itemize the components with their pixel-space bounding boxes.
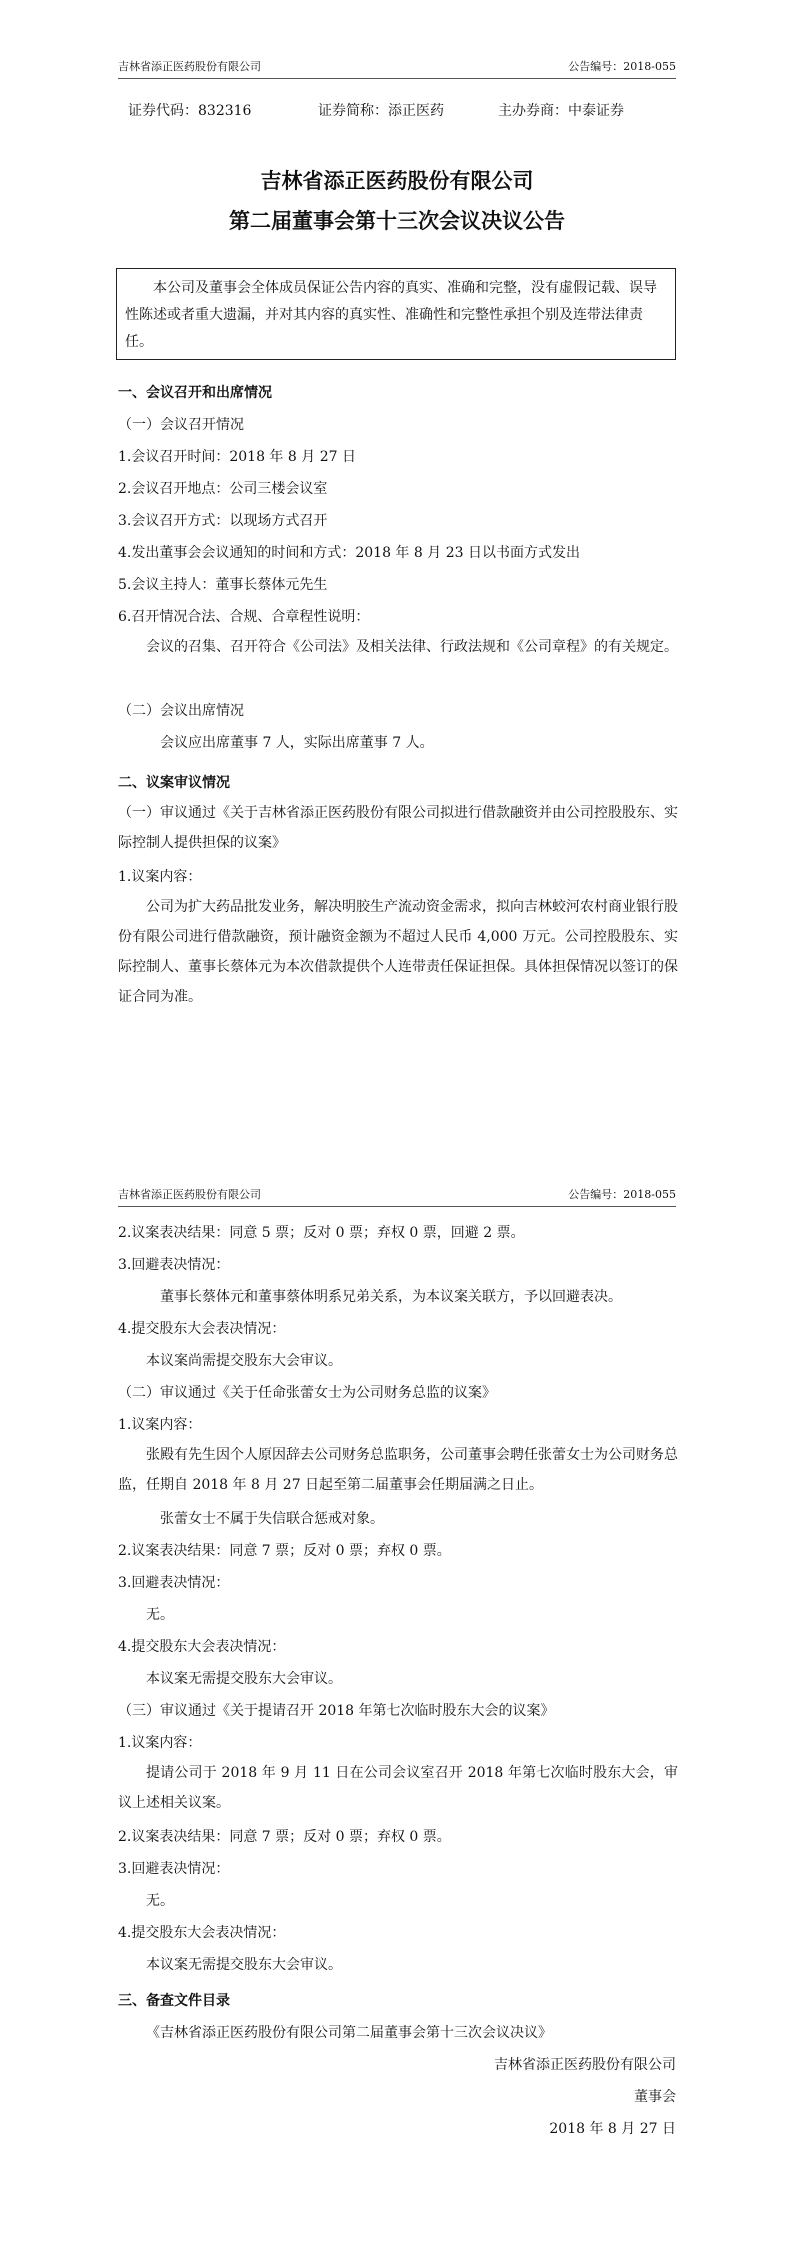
item-text: 1.议案内容：	[118, 869, 202, 885]
signature-date: 2018 年 8 月 27 日	[549, 2121, 676, 2137]
sponsor-broker: 主办券商：中泰证券	[498, 103, 624, 119]
item-text: 4.提交股东大会表决情况：	[118, 1321, 286, 1337]
paragraph: 张蕾女士不属于失信联合惩戒对象。	[160, 1511, 384, 1527]
paragraph: 本议案无需提交股东大会审议。	[146, 1957, 342, 1973]
item-text: 1.议案内容：	[118, 1417, 202, 1433]
paragraph: 本议案尚需提交股东大会审议。	[146, 1353, 342, 1369]
item-text: 2.议案表决结果：同意 5 票；反对 0 票；弃权 0 票，回避 2 票。	[118, 1225, 525, 1241]
paragraph: 提请公司于 2018 年 9 月 11 日在公司会议室召开 2018 年第七次临时股东大会，审议上述相关议案。	[118, 1765, 678, 1811]
doc-title-line2: 第二届董事会第十三次会议决议公告	[229, 208, 565, 233]
paragraph: 无。	[146, 1893, 174, 1909]
item-text: 3.回避表决情况：	[118, 1861, 230, 1877]
item-text: 3.回避表决情况：	[118, 1257, 230, 1273]
item-text: 4.发出董事会会议通知的时间和方式：2018 年 8 月 23 日以书面方式发出	[118, 545, 580, 561]
item-text: 2.议案表决结果：同意 7 票；反对 0 票；弃权 0 票。	[118, 1543, 451, 1559]
paragraph: 会议的召集、召开符合《公司法》及相关法律、行政法规和《公司章程》的有关规定。	[146, 639, 678, 655]
header-company: 吉林省添正医药股份有限公司	[118, 1188, 261, 1201]
doc-title-line1: 吉林省添正医药股份有限公司	[260, 168, 534, 193]
signature-board: 董事会	[634, 2089, 676, 2105]
page-header	[118, 58, 676, 79]
item-text: 3.回避表决情况：	[118, 1575, 230, 1591]
stock-short-name: 证券简称：添正医药	[318, 103, 444, 119]
item-text: 4.提交股东大会表决情况：	[118, 1925, 286, 1941]
item-text: 1.会议召开时间：2018 年 8 月 27 日	[118, 449, 356, 465]
item-text: 6.召开情况合法、合规、合章程性说明：	[118, 609, 370, 625]
item-text: 1.议案内容：	[118, 1735, 202, 1751]
motion-2-title: （二）审议通过《关于任命张蕾女士为公司财务总监的议案》	[118, 1385, 496, 1401]
paragraph: 公司为扩大药品批发业务，解决明胶生产流动资金需求，拟向吉林蛟河农村商业银行股份有限公司进行借款融资，预计融资金额为不超过人民币 4,000 万元。公司控股股东、实际控制人、董事长蔡体元为本次借款提供个人连带责任保证担保。具体担保情况以签订的保证合同为准。	[118, 899, 678, 1005]
paragraph: 本议案无需提交股东大会审议。	[146, 1671, 342, 1687]
paragraph: 会议应出席董事 7 人，实际出席董事 7 人。	[160, 735, 434, 751]
disclaimer-box: 本公司及董事会全体成员保证公告内容的真实、准确和完整，没有虚假记载、误导性陈述或者重大遗漏，并对其内容的真实性、准确性和完整性承担个别及连带法律责任。	[116, 268, 676, 360]
page-header	[118, 1186, 676, 1207]
item-text: 2.会议召开地点：公司三楼会议室	[118, 481, 328, 497]
paragraph: 无。	[146, 1607, 174, 1623]
header-code: 公告编号：2018-055	[568, 60, 676, 73]
item-text: 5.会议主持人：董事长蔡体元先生	[118, 577, 328, 593]
motion-1-title: （一）审议通过《关于吉林省添正医药股份有限公司拟进行借款融资并由公司控股股东、实际控制人提供担保的议案》	[118, 805, 678, 851]
paragraph: 张殿有先生因个人原因辞去公司财务总监职务，公司董事会聘任张蕾女士为公司财务总监，任期自 2018 年 8 月 27 日起至第二届董事会任期届满之日止。	[118, 1447, 678, 1493]
item-text: 2.议案表决结果：同意 7 票；反对 0 票；弃权 0 票。	[118, 1829, 451, 1845]
item-text: 4.提交股东大会表决情况：	[118, 1639, 286, 1655]
motion-3-title: （三）审议通过《关于提请召开 2018 年第七次临时股东大会的议案》	[118, 1703, 555, 1719]
header-company: 吉林省添正医药股份有限公司	[118, 60, 261, 73]
reference-document: 《吉林省添正医药股份有限公司第二届董事会第十三次会议决议》	[146, 2025, 552, 2041]
section-3-heading: 三、备查文件目录	[118, 1993, 230, 2009]
subsection-heading: （一）会议召开情况	[118, 417, 244, 433]
section-2-heading: 二、议案审议情况	[118, 775, 230, 791]
section-1-heading: 一、会议召开和出席情况	[118, 385, 272, 401]
item-text: 3.会议召开方式：以现场方式召开	[118, 513, 328, 529]
header-code: 公告编号：2018-055	[568, 1188, 676, 1201]
signature-company: 吉林省添正医药股份有限公司	[494, 2057, 676, 2073]
page-2	[0, 1170, 794, 2246]
stock-code: 证券代码：832316	[128, 103, 252, 119]
paragraph: 董事长蔡体元和董事蔡体明系兄弟关系，为本议案关联方，予以回避表决。	[160, 1289, 622, 1305]
subsection-heading: （二）会议出席情况	[118, 703, 244, 719]
